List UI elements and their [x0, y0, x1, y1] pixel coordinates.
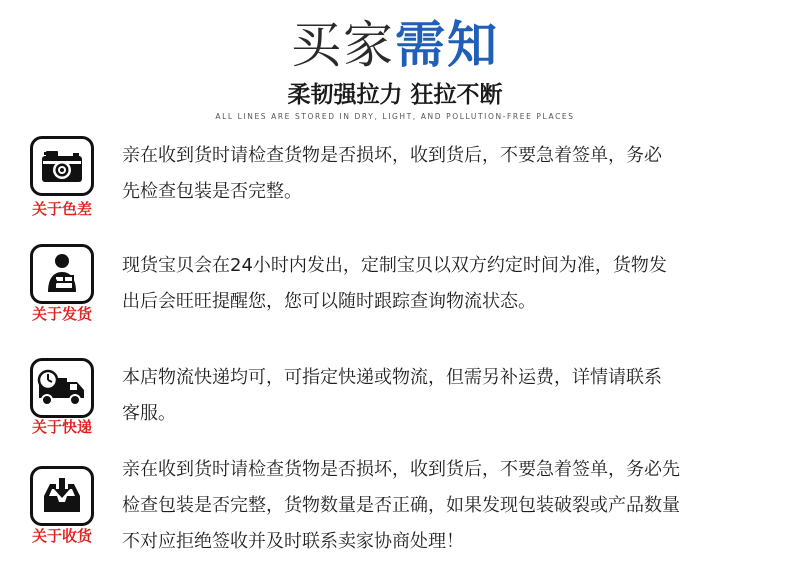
section-description	[122, 248, 762, 320]
description-line: 检查包装是否完整，货物数量是否正确，如果发现包装破裂或产品数量	[122, 495, 680, 516]
courier-icon	[30, 244, 94, 304]
description-line: 先检查包装是否完整。	[122, 181, 302, 202]
description-line: 本店物流快递均可，可指定快递或物流，但需另补运费，详情请联系	[122, 367, 662, 388]
description-line: 出后会旺旺提醒您，您可以随时跟踪查询物流状态。	[122, 291, 536, 312]
section-label: 关于快递	[31, 418, 92, 436]
page-subtitle: 柔韧强拉力 狂拉不断	[287, 82, 503, 108]
section-description	[122, 452, 762, 560]
description-line: 亲在收到货时请检查货物是否损坏，收到货后，不要急着签单，务必	[122, 145, 662, 166]
title-bold-part: 需知	[395, 16, 499, 74]
delivery-truck-icon	[30, 358, 94, 418]
inbox-download-icon	[30, 466, 94, 526]
description-line: 现货宝贝会在24小时内发出，定制宝贝以双方约定时间为准，货物发	[122, 255, 667, 276]
page-header	[0, 0, 790, 130]
section-description	[122, 360, 762, 432]
page-tagline: ALL LINES ARE STORED IN DRY, LIGHT, AND POLLUTION-FREE PLACES	[215, 112, 575, 121]
page-title	[0, 14, 790, 76]
section-label: 关于收货	[31, 527, 92, 545]
description-line: 客服。	[122, 403, 176, 424]
section-label: 关于发货	[31, 305, 92, 323]
section-label: 关于色差	[31, 200, 92, 218]
description-line: 亲在收到货时请检查货物是否损坏，收到货后，不要急着签单，务必先	[122, 459, 680, 480]
description-line: 不对应拒绝签收并及时联系卖家协商处理！	[122, 531, 464, 552]
section-description	[122, 138, 762, 210]
title-light-part: 买家	[291, 16, 395, 74]
camera-icon	[30, 136, 94, 196]
